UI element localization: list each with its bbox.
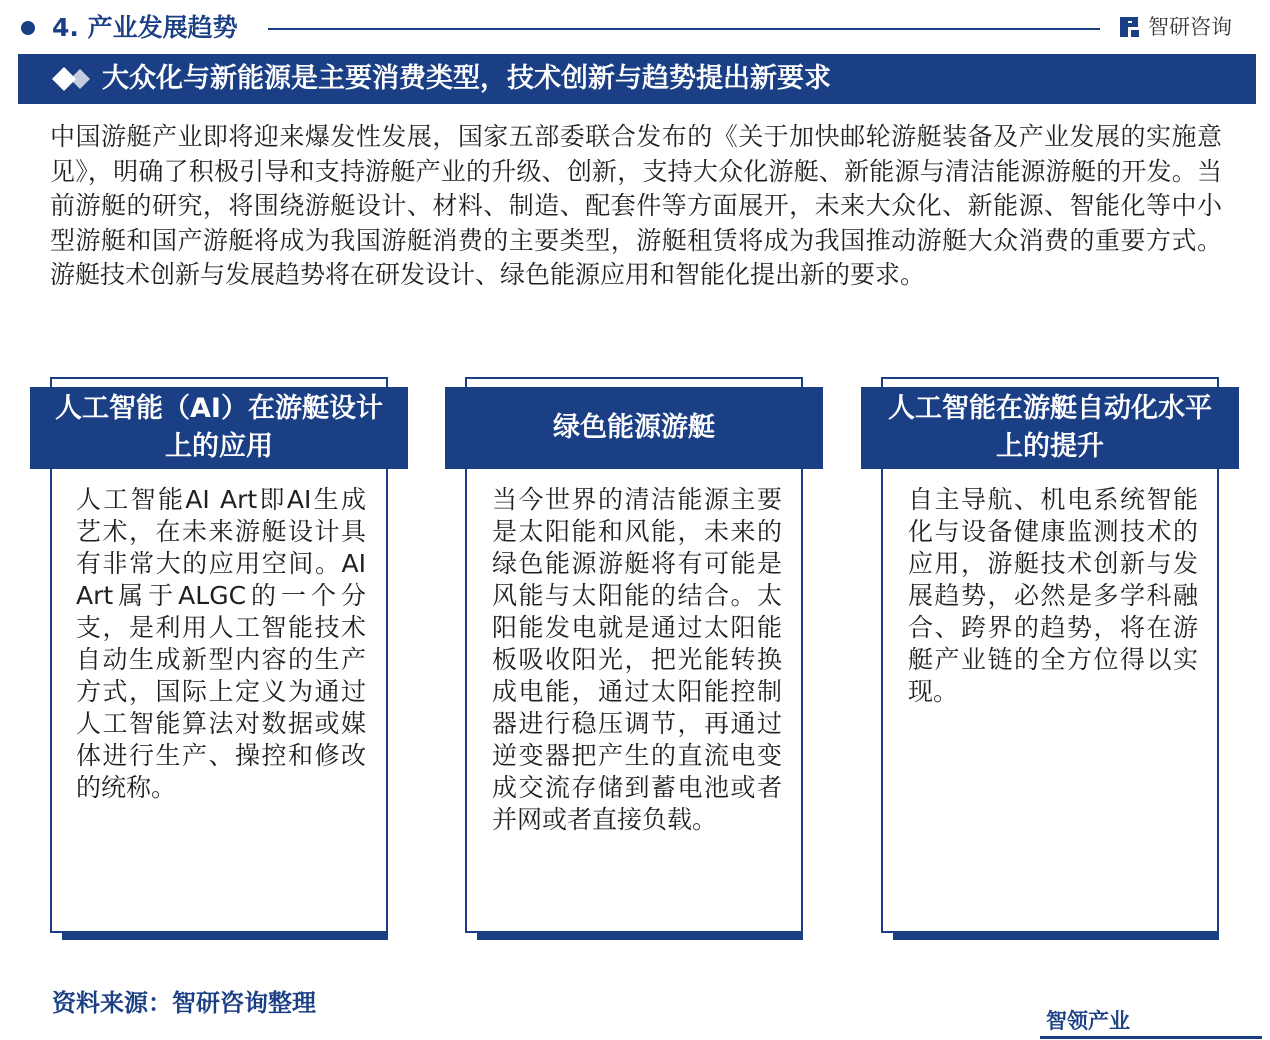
footer-underline: [1040, 1036, 1262, 1039]
intro-paragraph: 中国游艇产业即将迎来爆发性发展，国家五部委联合发布的《关于加快邮轮游艇装备及产业发展的实施意见》，明确了积极引导和支持游艇产业的升级、创新，支持大众化游艇、新能源与清洁能源游艇的开发。当前游艇的研究，将围绕游艇设计、材料、制造、配套件等方面展开，未来大众化、新能源、智能化等中小型游艇和国产游艇将成为我国游艇消费的主要类型，游艇租赁将成为我国推动游艇大众消费的重要方式。游艇技术创新与发展趋势将在研发设计、绿色能源应用和智能化提出新的要求。: [50, 122, 1222, 289]
card-body: 自主导航、机电系统智能化与设备健康监测技术的应用，游艇技术创新与发展趋势，必然是多学科融合、跨界的趋势，将在游艇产业链的全方位得以实现。: [908, 485, 1198, 706]
headline-text: 大众化与新能源是主要消费类型，技术创新与趋势提出新要求: [102, 63, 831, 94]
card-shadow: [893, 932, 1219, 940]
header-divider: [268, 28, 1100, 30]
card-title: 人工智能（AI）在游艇设计上的应用: [55, 393, 383, 462]
card-title-box: [30, 387, 408, 469]
logo-text: 智研咨询: [1148, 15, 1232, 39]
footer-brand: 智领产业: [1046, 1009, 1130, 1033]
card-title-box: [445, 387, 823, 469]
zhiyan-logo-icon: [1118, 15, 1140, 39]
source-note: 资料来源：智研咨询整理: [52, 989, 316, 1017]
section-title: 4. 产业发展趋势: [52, 13, 238, 42]
card-shadow: [477, 932, 803, 940]
headline-banner: [18, 54, 1256, 104]
card-title: 绿色能源游艇: [553, 412, 715, 443]
section-bullet: [21, 21, 35, 35]
brand-logo: [1118, 12, 1232, 42]
card-body: 当今世界的清洁能源主要是太阳能和风能，未来的绿色能源游艇将有可能是风能与太阳能的结合。太阳能发电就是通过太阳能板吸收阳光，把光能转换成电能，通过太阳能控制器进行稳压调节，再通过逆变器把产生的直流电变成交流存储到蓄电池或者并网或者直接负载。: [492, 485, 782, 834]
double-diamond-icon: [52, 67, 90, 91]
card-title: 人工智能在游艇自动化水平上的提升: [888, 393, 1212, 462]
card-shadow: [62, 932, 388, 940]
card-body: 人工智能AI Art即AI生成艺术，在未来游艇设计具有非常大的应用空间。AI Art属于ALGC的一个分支，是利用人工智能技术自动生成新型内容的生产方式，国际上定义为通过人工智能算法对数据或媒体进行生产、操控和修改的统称。: [76, 485, 366, 802]
card-title-box: [861, 387, 1239, 469]
